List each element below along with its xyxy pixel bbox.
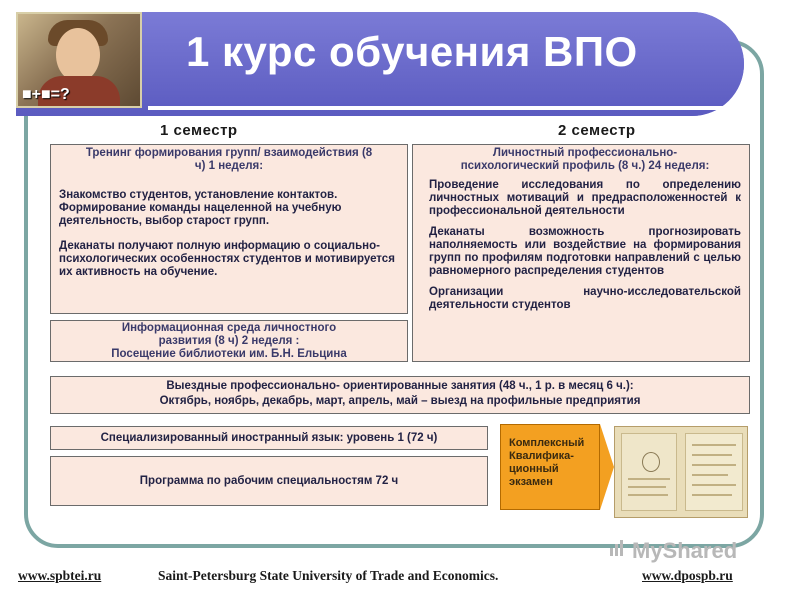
program-box <box>50 456 488 506</box>
diploma-line <box>692 474 728 476</box>
diploma-line <box>692 444 736 446</box>
profile-text-1: Проведение исследования по определению личностных мотиваций и предрасположенностей к профессиональной деятельности <box>429 179 741 217</box>
banner-underline <box>148 106 728 110</box>
profile-text-3: Организации научно-исследовательской деятельности студентов <box>429 286 741 311</box>
info-line: Посещение библиотеки им. Б.Н. Ельцина <box>111 348 347 360</box>
footer-university: Saint-Petersburg State University of Trade and Economics. <box>158 568 499 583</box>
diploma-left-page <box>621 433 677 511</box>
language-box <box>50 426 488 450</box>
diploma-line <box>628 494 668 496</box>
program-text: Программа по рабочим специальностям 72 ч <box>139 475 399 487</box>
diploma-line <box>692 484 736 486</box>
diploma-line <box>692 494 732 496</box>
training-box <box>50 144 408 314</box>
dpospb-link[interactable]: www.dpospb.ru <box>642 568 733 583</box>
student-photo <box>16 12 142 108</box>
exam-arrow-tip <box>600 424 614 510</box>
watermark-text: MyShared <box>632 538 738 563</box>
exam-text: Комплексный Квалифика-ционный экзамен <box>509 437 585 488</box>
diploma-line <box>628 478 670 480</box>
field-trips-box <box>50 376 750 414</box>
footer-left-link[interactable] <box>18 568 101 584</box>
profile-text-2: Деканаты возможность прогнозировать наполняемость или воздействие на формирования групп по профилям подготовки направлений с целью равномерного распределения студентов <box>429 226 741 277</box>
diploma-line <box>628 486 666 488</box>
exam-box <box>500 424 600 510</box>
semester-2-label: 2 семестр <box>558 122 636 139</box>
field-trips-line-2: Октябрь, ноябрь, декабрь, март, апрель, май – выезд на профильные предприятия <box>159 395 641 407</box>
training-text-1: Знакомство студентов, установление контактов. Формирование команды нацеленной на учебную деятельность, выбор старост групп. <box>59 189 342 227</box>
photo-formula: ■+■=? <box>22 86 70 103</box>
field-trips-line-1: Выездные профессионально- ориентированные занятия (48 ч., 1 р. в месяц 6 ч.): <box>166 380 634 392</box>
page-title: 1 курс обучения ВПО <box>186 28 638 75</box>
info-head: Информационная среда личностного развития (8 ч) 2 неделя : <box>121 322 337 347</box>
semester-1-label: 1 семестр <box>160 122 238 139</box>
diploma-line <box>692 464 736 466</box>
watermark-icon <box>608 538 628 558</box>
training-text-2: Деканаты получают полную информацию о социально-психологических особенностях студентов и мотивируется их активность на обучение. <box>59 240 395 278</box>
diploma-image <box>614 426 748 518</box>
photo-face <box>56 28 100 82</box>
spbtei-link[interactable]: www.spbtei.ru <box>18 568 102 583</box>
footer-right-link[interactable] <box>642 568 733 584</box>
emblem-icon <box>642 452 660 472</box>
language-text: Специализированный иностранный язык: уровень 1 (72 ч) <box>100 432 438 444</box>
training-head: Тренинг формирования групп/ взаимодействия (8 ч) 1 неделя: <box>85 147 373 172</box>
profile-head: Личностный профессионально-психологический профиль (8 ч.) 24 неделя: <box>460 147 710 172</box>
diploma-line <box>692 454 732 456</box>
info-box <box>50 320 408 362</box>
profile-box <box>412 144 750 362</box>
diploma-right-page <box>685 433 743 511</box>
